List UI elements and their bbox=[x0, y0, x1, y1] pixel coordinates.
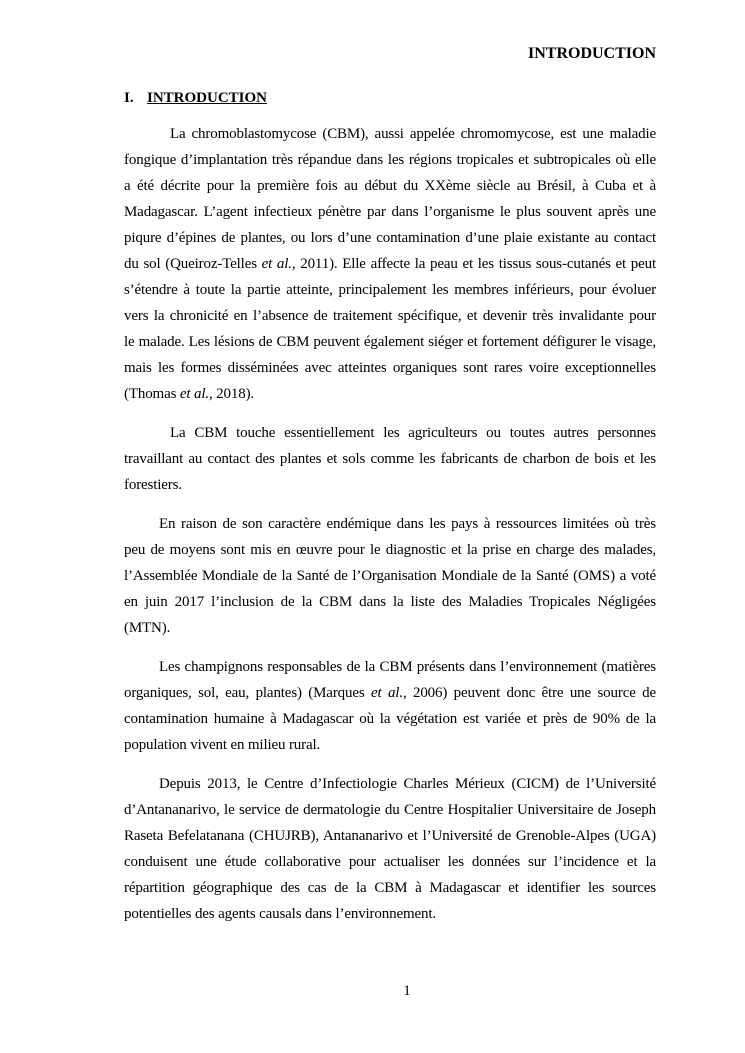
text-segment: s’étendre à toute la partie atteinte, principalement les membres inférieurs, pour évoluer bbox=[124, 282, 656, 298]
text-segment: organiques, sol, eau, plantes) (Marques bbox=[124, 685, 371, 701]
text-line bbox=[124, 589, 656, 615]
text-segment: Depuis 2013, le Centre d’Infectiologie Charles Mérieux (CICM) de l’Université bbox=[159, 776, 656, 792]
text-line bbox=[124, 706, 656, 732]
text-line bbox=[124, 823, 656, 849]
citation-italic: et al. bbox=[261, 256, 292, 272]
text-segment: du sol (Queiroz-Telles bbox=[124, 256, 262, 272]
section-number: I. bbox=[124, 90, 134, 106]
text-segment: , 2018). bbox=[208, 386, 255, 402]
text-segment: La CBM touche essentiellement les agriculteurs ou toutes autres personnes bbox=[170, 425, 656, 441]
section-title: INTRODUCTION bbox=[147, 90, 268, 106]
paragraph bbox=[124, 511, 656, 641]
text-segment: , 2011). Elle affecte la peau et les tissus sous-cutanés et peut bbox=[291, 256, 656, 272]
text-line bbox=[124, 420, 656, 446]
text-segment: potentielles des agents causals dans l’environnement. bbox=[124, 906, 436, 922]
page-content bbox=[124, 121, 656, 1001]
text-line bbox=[124, 277, 656, 303]
text-segment: répartition géographique des cas de la CBM à Madagascar et identifier les sources bbox=[124, 880, 656, 896]
text-line bbox=[124, 303, 656, 329]
citation-italic: et al. bbox=[371, 685, 403, 701]
text-segment: d’Antananarivo, le service de dermatologie du Centre Hospitalier Universitaire de Joseph bbox=[124, 802, 656, 818]
text-line bbox=[124, 472, 656, 498]
text-line bbox=[124, 797, 656, 823]
text-line bbox=[124, 654, 656, 680]
text-segment: mais les formes disséminées avec atteintes organiques sont rares voire exceptionnelles bbox=[124, 360, 656, 376]
text-segment: contamination humaine à Madagascar où la végétation est variée et près de 90% de la bbox=[124, 711, 656, 727]
text-line bbox=[124, 121, 656, 147]
text-line bbox=[124, 147, 656, 173]
text-line bbox=[124, 771, 656, 797]
text-line bbox=[124, 615, 656, 641]
text-segment: En raison de son caractère endémique dans les pays à ressources limitées où très bbox=[159, 516, 656, 532]
text-line bbox=[124, 199, 656, 225]
text-segment: peu de moyens sont mis en œuvre pour le diagnostic et la prise en charge des malades, bbox=[124, 542, 656, 558]
text-line bbox=[124, 537, 656, 563]
text-segment: , 2006) peuvent donc être une source de bbox=[402, 685, 656, 701]
paragraph bbox=[124, 654, 656, 758]
text-line bbox=[124, 355, 656, 381]
text-segment: La chromoblastomycose (CBM), aussi appelée chromomycose, est une maladie bbox=[170, 126, 656, 142]
text-line bbox=[124, 446, 656, 472]
text-segment: piqure d’épines de plantes, ou lors d’une contamination d’une plaie existante au contact bbox=[124, 230, 656, 246]
section-heading bbox=[124, 88, 267, 108]
text-segment: Raseta Befelatanana (CHUJRB), Antananarivo et l’Université de Grenoble-Alpes (UGA) bbox=[124, 828, 656, 844]
text-line bbox=[124, 225, 656, 251]
text-line bbox=[124, 901, 656, 927]
text-segment: population vivent en milieu rural. bbox=[124, 737, 321, 753]
text-segment: l’Assemblée Mondiale de la Santé de l’Organisation Mondiale de la Santé (OMS) a voté bbox=[124, 568, 656, 584]
text-segment: forestiers. bbox=[124, 477, 182, 493]
text-segment: Les champignons responsables de la CBM présents dans l’environnement (matières bbox=[159, 659, 656, 675]
paragraph bbox=[124, 420, 656, 498]
text-segment: Madagascar. L’agent infectieux pénètre par dans l’organisme le plus souvent après une bbox=[124, 204, 656, 220]
text-segment: (Thomas bbox=[124, 386, 180, 402]
text-segment: vers la chronicité en l’absence de traitement spécifique, et devenir très invalidante pour bbox=[124, 308, 656, 324]
text-line bbox=[124, 849, 656, 875]
text-line bbox=[124, 173, 656, 199]
document-body bbox=[124, 121, 656, 961]
page-number: 1 bbox=[403, 983, 411, 999]
text-segment: fongique d’implantation très répandue dans les régions tropicales et subtropicales où elle bbox=[124, 152, 656, 168]
text-segment: (MTN). bbox=[124, 620, 171, 636]
text-segment: conduisent une étude collaborative pour actualiser les données sur l’incidence et la bbox=[124, 854, 656, 870]
text-line bbox=[124, 251, 656, 277]
text-line bbox=[124, 680, 656, 706]
text-line bbox=[124, 511, 656, 537]
text-segment: en juin 2017 l’inclusion de la CBM dans la liste des Maladies Tropicales Négligées bbox=[124, 594, 656, 610]
text-line bbox=[124, 381, 656, 407]
text-segment: le malade. Les lésions de CBM peuvent également siéger et fortement défigurer le visage, bbox=[124, 334, 656, 350]
text-line bbox=[124, 875, 656, 901]
paragraph bbox=[124, 121, 656, 407]
text-segment: a été décrite pour la première fois au début du XXème siècle au Brésil, à Cuba et à bbox=[124, 178, 656, 194]
citation-italic: et al. bbox=[179, 386, 209, 402]
running-header: INTRODUCTION bbox=[527, 45, 656, 62]
text-line bbox=[124, 329, 656, 355]
text-line bbox=[124, 732, 656, 758]
text-segment: travaillant au contact des plantes et sols comme les fabricants de charbon de bois et les bbox=[124, 451, 656, 467]
text-line bbox=[124, 563, 656, 589]
paragraph bbox=[124, 771, 656, 927]
